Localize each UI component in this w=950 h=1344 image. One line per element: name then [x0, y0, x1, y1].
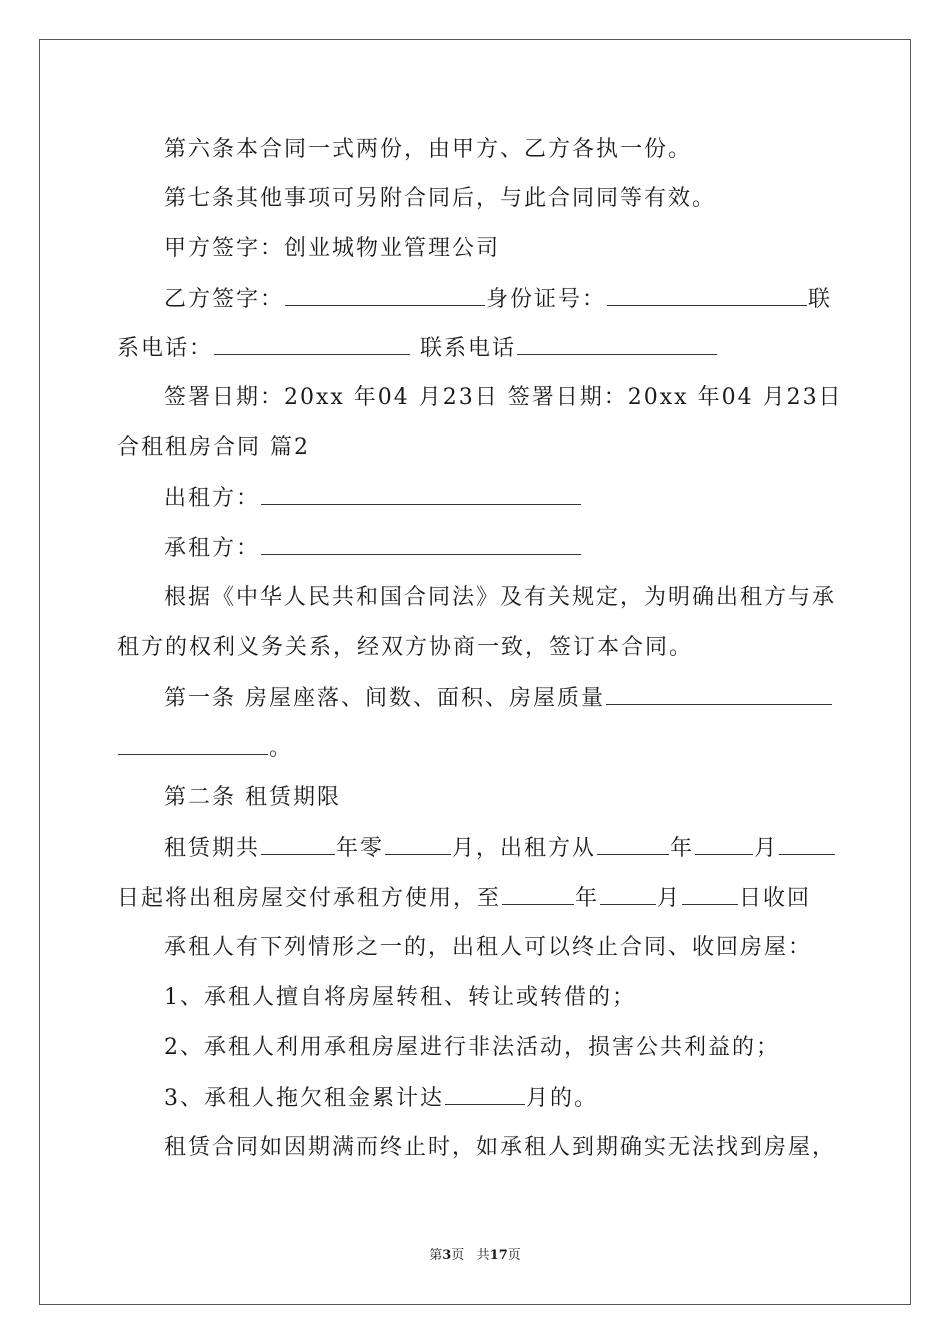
lease-term-line-1	[164, 834, 836, 863]
total-pages: 17	[489, 1248, 508, 1263]
article-1-line	[164, 684, 833, 713]
id-number-label: 身份证号：	[486, 287, 607, 312]
lease-term-d: 年	[670, 836, 695, 861]
page-border	[39, 39, 911, 1305]
termination-item-2: 2、承租人利用承租房屋进行非法活动，损害公共利益的；	[164, 1035, 780, 1060]
preamble-line-2: 租方的权利义务关系，经双方协商一致，签订本合同。	[117, 635, 694, 660]
article-1-blank-2	[118, 734, 268, 755]
termination-item-3	[164, 1084, 598, 1113]
expiry-clause: 租赁合同如因期满而终止时，如承租人到期确实无法找到房屋，	[164, 1135, 837, 1160]
article-1-text: 第一条 房屋座落、间数、面积、房屋质量	[164, 686, 605, 711]
total-suffix: 页	[507, 1248, 521, 1263]
lease-term-b: 年零	[336, 836, 385, 861]
lease-term-i: 日收回	[739, 886, 812, 911]
page-suffix: 页	[451, 1248, 465, 1263]
start-month-blank	[695, 834, 753, 855]
id-number-blank	[607, 285, 807, 306]
lease-term-h: 月	[657, 886, 682, 911]
contact-label-start: 联	[808, 287, 833, 312]
lessor-label: 出租方：	[164, 486, 261, 511]
total-prefix: 共	[476, 1248, 490, 1263]
lessor-line	[164, 484, 582, 513]
contact-phone-label: 系电话：	[117, 336, 214, 361]
preamble-line-1: 根据《中华人民共和国合同法》及有关规定，为明确出租方与承	[164, 585, 837, 610]
termination-item-3-b: 月的。	[526, 1086, 599, 1111]
page-prefix: 第	[429, 1248, 443, 1263]
article-1-end: 。	[269, 736, 294, 761]
article-1-continuation	[117, 734, 293, 763]
contact-phone-blank-2	[517, 334, 717, 355]
lease-term-g: 年	[575, 886, 600, 911]
lease-term-line-2	[117, 884, 811, 913]
clause-6: 第六条本合同一式两份，由甲方、乙方各执一份。	[164, 137, 693, 162]
signing-dates: 签署日期：20xx 年04 月23日 签署日期：20xx 年04 月23日	[164, 385, 843, 410]
section-heading-2: 合租租房合同 篇2	[117, 435, 310, 460]
contact-phone-label-2: 联系电话	[411, 336, 517, 361]
page-footer	[0, 1247, 950, 1265]
end-year-blank	[502, 884, 574, 905]
lease-months-blank	[385, 834, 451, 855]
lease-term-e: 月	[754, 836, 779, 861]
end-month-blank	[600, 884, 656, 905]
lessee-line	[164, 534, 582, 563]
party-b-signature-line	[164, 285, 832, 314]
lease-term-c: 月，出租方从	[452, 836, 597, 861]
termination-intro: 承租人有下列情形之一的，出租人可以终止合同、收回房屋：	[164, 935, 813, 960]
lessee-blank	[261, 534, 581, 555]
end-day-blank	[682, 884, 738, 905]
party-a-signature: 甲方签字：创业城物业管理公司	[164, 236, 501, 261]
arrears-months-blank	[445, 1084, 525, 1105]
lease-term-f: 日起将出租房屋交付承租方使用，至	[117, 886, 502, 911]
start-day-blank	[779, 834, 835, 855]
contact-phone-line	[117, 334, 718, 363]
start-year-blank	[597, 834, 669, 855]
clause-7: 第七条其他事项可另附合同后，与此合同同等有效。	[164, 186, 717, 211]
termination-item-3-a: 3、承租人拖欠租金累计达	[164, 1086, 444, 1111]
article-1-blank	[606, 684, 832, 705]
contact-phone-blank	[214, 334, 410, 355]
lessor-blank	[261, 484, 581, 505]
lease-term-a: 租赁期共	[164, 836, 261, 861]
lease-years-blank	[261, 834, 335, 855]
article-2-heading: 第二条 租赁期限	[164, 785, 341, 810]
party-b-signature-label: 乙方签字：	[164, 287, 285, 312]
page-current: 3	[442, 1248, 452, 1263]
party-b-signature-blank	[285, 285, 485, 306]
lessee-label: 承租方：	[164, 536, 261, 561]
termination-item-1: 1、承租人擅自将房屋转租、转让或转借的；	[164, 985, 636, 1010]
